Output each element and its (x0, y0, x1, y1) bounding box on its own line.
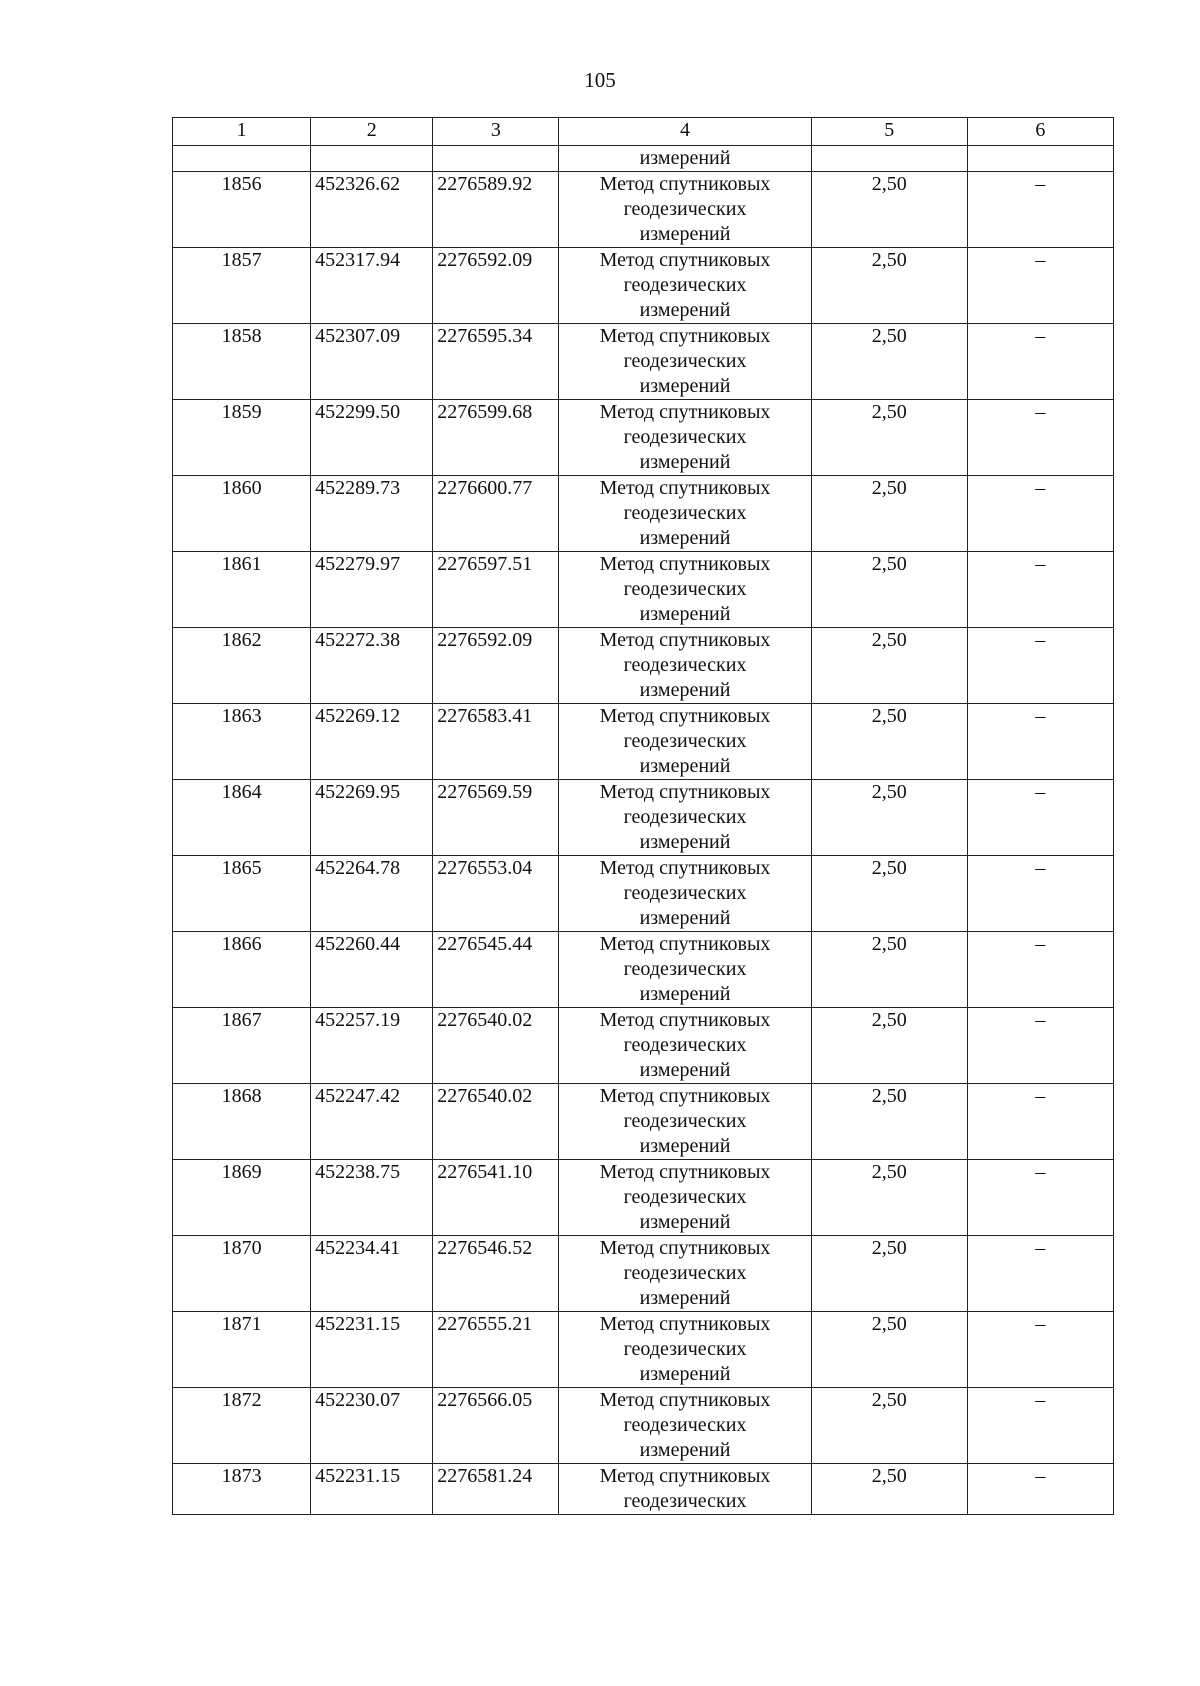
table-cell (433, 146, 559, 172)
method-line: измерений (639, 755, 731, 777)
table-row (173, 1312, 1114, 1388)
method-line: Метод спутниковых (599, 325, 771, 347)
method-cell (559, 324, 811, 400)
y-coordinate-cell: 2276595.34 (433, 324, 559, 400)
method-line: Метод спутниковых (599, 401, 771, 423)
x-coordinate-cell: 452247.42 (311, 1084, 433, 1160)
method-line: геодезических (623, 958, 747, 980)
method-line: геодезических (623, 274, 747, 296)
point-number-cell: 1857 (173, 248, 311, 324)
method-line: геодезических (623, 1110, 747, 1132)
method-line: Метод спутниковых (599, 1085, 771, 1107)
method-cell (559, 856, 811, 932)
accuracy-cell: 2,50 (811, 780, 967, 856)
table-row (173, 1084, 1114, 1160)
method-cell (559, 1084, 811, 1160)
method-line: геодезических (623, 426, 747, 448)
note-cell: – (967, 1388, 1113, 1464)
method-line: Метод спутниковых (599, 249, 771, 271)
method-cell (559, 1236, 811, 1312)
point-number-cell: 1858 (173, 324, 311, 400)
method-line: Метод спутниковых (599, 705, 771, 727)
note-cell: – (967, 324, 1113, 400)
note-cell: – (967, 1236, 1113, 1312)
method-cell (559, 1312, 811, 1388)
method-line: Метод спутниковых (599, 1389, 771, 1411)
accuracy-cell: 2,50 (811, 400, 967, 476)
method-line: Метод спутниковых (599, 933, 771, 955)
x-coordinate-cell: 452299.50 (311, 400, 433, 476)
method-line: геодезических (623, 654, 747, 676)
note-cell: – (967, 172, 1113, 248)
method-line: Метод спутниковых (599, 477, 771, 499)
method-line: Метод спутниковых (599, 553, 771, 575)
column-header: 6 (967, 118, 1113, 146)
table-row (173, 1388, 1114, 1464)
x-coordinate-cell: 452269.95 (311, 780, 433, 856)
x-coordinate-cell: 452289.73 (311, 476, 433, 552)
point-number-cell: 1868 (173, 1084, 311, 1160)
column-header: 5 (811, 118, 967, 146)
accuracy-cell: 2,50 (811, 1236, 967, 1312)
method-line: геодезических (623, 502, 747, 524)
table-header-row (173, 118, 1114, 146)
accuracy-cell: 2,50 (811, 552, 967, 628)
note-cell: – (967, 932, 1113, 1008)
method-cell (559, 1464, 811, 1515)
point-number-cell: 1863 (173, 704, 311, 780)
y-coordinate-cell: 2276592.09 (433, 628, 559, 704)
y-coordinate-cell: 2276583.41 (433, 704, 559, 780)
note-cell: – (967, 1084, 1113, 1160)
method-line: геодезических (623, 1490, 747, 1512)
accuracy-cell: 2,50 (811, 628, 967, 704)
method-line: Метод спутниковых (599, 173, 771, 195)
table-cell (173, 146, 311, 172)
x-coordinate-cell: 452307.09 (311, 324, 433, 400)
y-coordinate-cell: 2276599.68 (433, 400, 559, 476)
y-coordinate-cell: 2276545.44 (433, 932, 559, 1008)
point-number-cell: 1871 (173, 1312, 311, 1388)
accuracy-cell: 2,50 (811, 324, 967, 400)
y-coordinate-cell: 2276589.92 (433, 172, 559, 248)
method-line: геодезических (623, 1414, 747, 1436)
table-row (173, 1008, 1114, 1084)
point-number-cell: 1867 (173, 1008, 311, 1084)
x-coordinate-cell: 452264.78 (311, 856, 433, 932)
method-cell (559, 932, 811, 1008)
accuracy-cell: 2,50 (811, 1008, 967, 1084)
point-number-cell: 1873 (173, 1464, 311, 1515)
table-row (173, 324, 1114, 400)
method-line: измерений (639, 1135, 731, 1157)
y-coordinate-cell: 2276546.52 (433, 1236, 559, 1312)
x-coordinate-cell: 452238.75 (311, 1160, 433, 1236)
continuation-text: измерений (559, 146, 811, 172)
table-cell (311, 146, 433, 172)
note-cell: – (967, 1312, 1113, 1388)
method-line: Метод спутниковых (599, 1313, 771, 1335)
method-line: измерений (639, 679, 731, 701)
x-coordinate-cell: 452230.07 (311, 1388, 433, 1464)
accuracy-cell: 2,50 (811, 932, 967, 1008)
x-coordinate-cell: 452317.94 (311, 248, 433, 324)
y-coordinate-cell: 2276592.09 (433, 248, 559, 324)
note-cell: – (967, 400, 1113, 476)
accuracy-cell: 2,50 (811, 704, 967, 780)
note-cell: – (967, 552, 1113, 628)
method-line: измерений (639, 299, 731, 321)
note-cell: – (967, 248, 1113, 324)
method-cell (559, 1388, 811, 1464)
y-coordinate-cell: 2276600.77 (433, 476, 559, 552)
method-line: Метод спутниковых (599, 629, 771, 651)
method-cell (559, 552, 811, 628)
y-coordinate-cell: 2276581.24 (433, 1464, 559, 1515)
table-row (173, 248, 1114, 324)
y-coordinate-cell: 2276540.02 (433, 1084, 559, 1160)
table-row (173, 628, 1114, 704)
note-cell: – (967, 1160, 1113, 1236)
page-number: 105 (584, 68, 616, 92)
x-coordinate-cell: 452269.12 (311, 704, 433, 780)
method-line: Метод спутниковых (599, 1465, 771, 1487)
method-line: Метод спутниковых (599, 1009, 771, 1031)
method-line: измерений (639, 907, 731, 929)
point-number-cell: 1859 (173, 400, 311, 476)
note-cell: – (967, 476, 1113, 552)
table-row (173, 932, 1114, 1008)
method-line: Метод спутниковых (599, 781, 771, 803)
point-number-cell: 1861 (173, 552, 311, 628)
table-row (173, 1160, 1114, 1236)
x-coordinate-cell: 452272.38 (311, 628, 433, 704)
method-cell (559, 476, 811, 552)
method-line: геодезических (623, 806, 747, 828)
method-cell (559, 628, 811, 704)
method-line: измерений (639, 375, 731, 397)
y-coordinate-cell: 2276569.59 (433, 780, 559, 856)
note-cell: – (967, 628, 1113, 704)
method-line: измерений (639, 1211, 731, 1233)
note-cell: – (967, 1464, 1113, 1515)
note-cell: – (967, 780, 1113, 856)
table-cell (811, 146, 967, 172)
method-line: измерений (639, 527, 731, 549)
table-row (173, 400, 1114, 476)
x-coordinate-cell: 452234.41 (311, 1236, 433, 1312)
method-line: измерений (639, 603, 731, 625)
y-coordinate-cell: 2276553.04 (433, 856, 559, 932)
point-number-cell: 1872 (173, 1388, 311, 1464)
method-line: геодезических (623, 882, 747, 904)
method-cell (559, 704, 811, 780)
method-line: геодезических (623, 1338, 747, 1360)
method-line: геодезических (623, 1034, 747, 1056)
method-line: измерений (639, 451, 731, 473)
x-coordinate-cell: 452326.62 (311, 172, 433, 248)
method-line: Метод спутниковых (599, 857, 771, 879)
x-coordinate-cell: 452257.19 (311, 1008, 433, 1084)
method-line: геодезических (623, 1186, 747, 1208)
method-cell (559, 172, 811, 248)
point-number-cell: 1866 (173, 932, 311, 1008)
method-line: геодезических (623, 350, 747, 372)
method-line: измерений (639, 223, 731, 245)
note-cell: – (967, 704, 1113, 780)
accuracy-cell: 2,50 (811, 1464, 967, 1515)
method-line: геодезических (623, 578, 747, 600)
table-row (173, 856, 1114, 932)
point-number-cell: 1865 (173, 856, 311, 932)
y-coordinate-cell: 2276597.51 (433, 552, 559, 628)
point-number-cell: 1860 (173, 476, 311, 552)
accuracy-cell: 2,50 (811, 1312, 967, 1388)
accuracy-cell: 2,50 (811, 248, 967, 324)
note-cell: – (967, 856, 1113, 932)
point-number-cell: 1869 (173, 1160, 311, 1236)
continuation-row (173, 146, 1114, 172)
method-line: измерений (639, 831, 731, 853)
column-header: 2 (311, 118, 433, 146)
point-number-cell: 1862 (173, 628, 311, 704)
accuracy-cell: 2,50 (811, 856, 967, 932)
column-header: 3 (433, 118, 559, 146)
table-row (173, 172, 1114, 248)
point-number-cell: 1870 (173, 1236, 311, 1312)
x-coordinate-cell: 452231.15 (311, 1312, 433, 1388)
method-cell (559, 248, 811, 324)
y-coordinate-cell: 2276555.21 (433, 1312, 559, 1388)
method-line: измерений (639, 1363, 731, 1385)
y-coordinate-cell: 2276566.05 (433, 1388, 559, 1464)
method-line: измерений (639, 1059, 731, 1081)
coordinates-table (172, 117, 1114, 1515)
note-cell: – (967, 1008, 1113, 1084)
accuracy-cell: 2,50 (811, 172, 967, 248)
y-coordinate-cell: 2276540.02 (433, 1008, 559, 1084)
method-cell (559, 1008, 811, 1084)
point-number-cell: 1856 (173, 172, 311, 248)
method-line: измерений (639, 1439, 731, 1461)
table-cell (967, 146, 1113, 172)
column-header: 1 (173, 118, 311, 146)
x-coordinate-cell: 452279.97 (311, 552, 433, 628)
accuracy-cell: 2,50 (811, 1388, 967, 1464)
x-coordinate-cell: 452231.15 (311, 1464, 433, 1515)
table-row (173, 1464, 1114, 1515)
x-coordinate-cell: 452260.44 (311, 932, 433, 1008)
method-line: геодезических (623, 1262, 747, 1284)
accuracy-cell: 2,50 (811, 1084, 967, 1160)
table-row (173, 552, 1114, 628)
point-number-cell: 1864 (173, 780, 311, 856)
method-line: Метод спутниковых (599, 1161, 771, 1183)
accuracy-cell: 2,50 (811, 476, 967, 552)
method-line: измерений (639, 983, 731, 1005)
method-cell (559, 1160, 811, 1236)
method-cell (559, 780, 811, 856)
column-header: 4 (559, 118, 811, 146)
table-row (173, 704, 1114, 780)
table-row (173, 476, 1114, 552)
table-row (173, 1236, 1114, 1312)
y-coordinate-cell: 2276541.10 (433, 1160, 559, 1236)
method-line: геодезических (623, 198, 747, 220)
method-line: измерений (639, 1287, 731, 1309)
accuracy-cell: 2,50 (811, 1160, 967, 1236)
method-line: геодезических (623, 730, 747, 752)
method-cell (559, 400, 811, 476)
method-line: Метод спутниковых (599, 1237, 771, 1259)
table-row (173, 780, 1114, 856)
